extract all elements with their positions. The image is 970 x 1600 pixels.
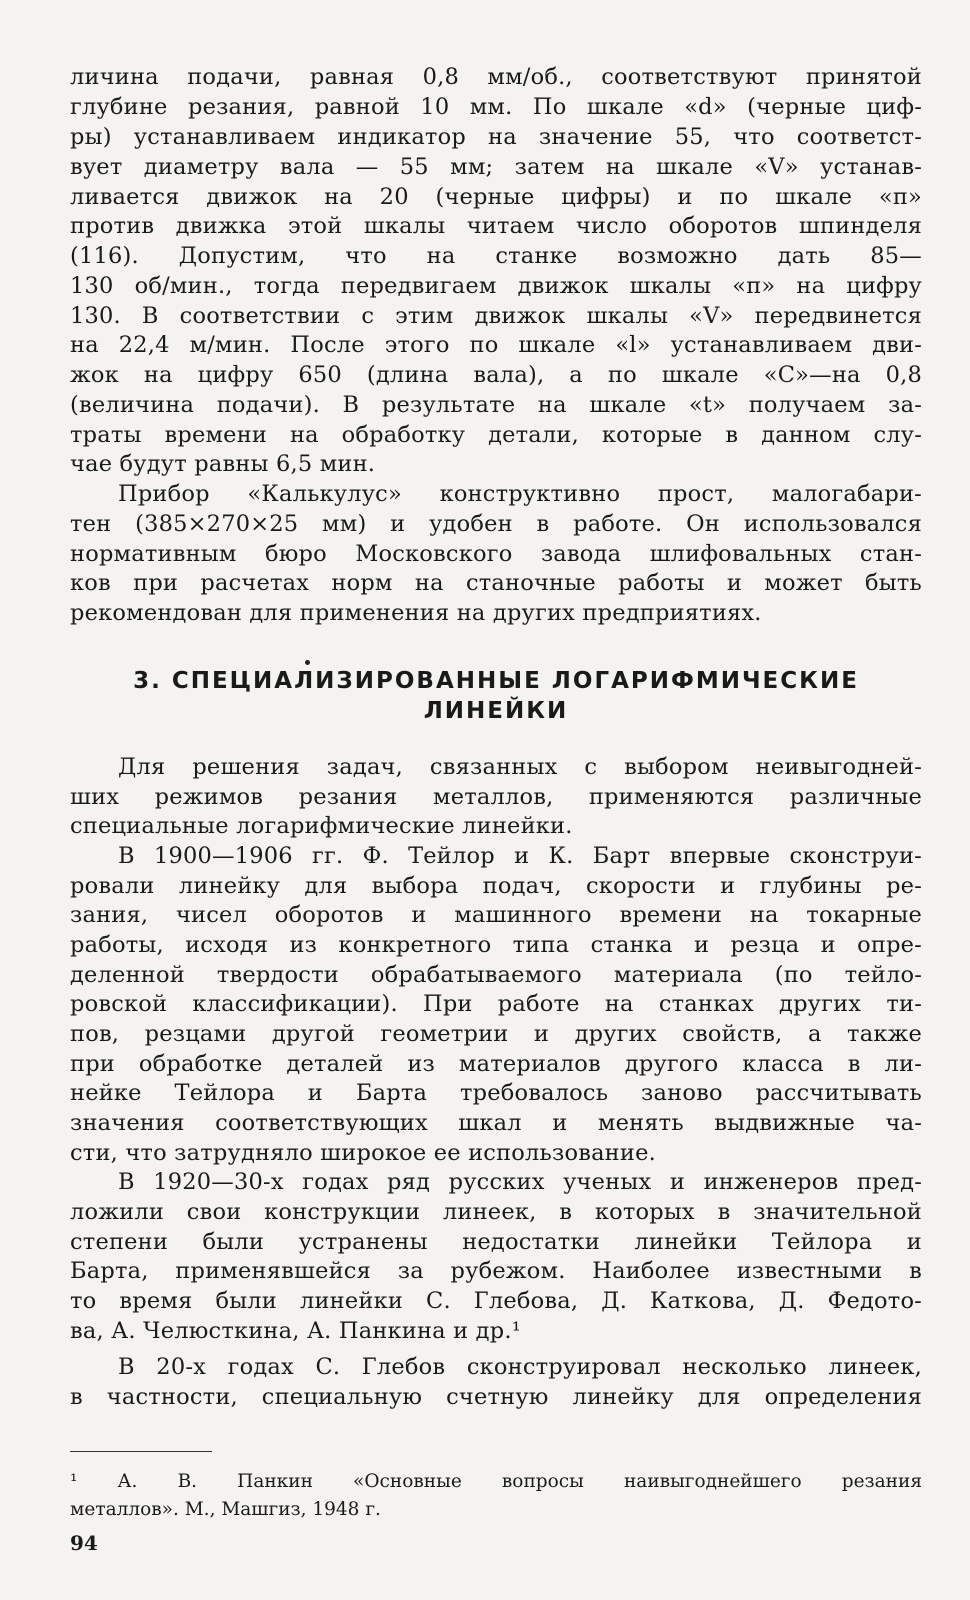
text-line: работы, исходя из конкретного типа станка и резца и опре- [70, 932, 922, 958]
text-line: нейке Тейлора и Барта требовалось заново рассчитывать [70, 1080, 922, 1106]
footnote-line1: ¹ А. В. Панкин «Основные вопросы наивыгоднейшего резания [70, 1471, 922, 1492]
text-line: то время были линейки С. Глебова, Д. Каткова, Д. Федото- [70, 1288, 922, 1314]
text-line: личина подачи, равная 0,8 мм/об., соответствуют принятой [70, 64, 922, 90]
text-line: (величина подачи). В результате на шкале «t» получаем за- [70, 392, 922, 418]
text-line: ложили свои конструкции линеек, в которых в значительной [70, 1199, 922, 1225]
ink-speck [305, 660, 310, 665]
text-line: тен (385×270×25 мм) и удобен в работе. Он использовался [70, 511, 922, 537]
text-line: рекомендован для применения на других предприятиях. [70, 600, 762, 626]
text-line: против движка этой шкалы читаем число оборотов шпинделя [70, 213, 922, 239]
text-line: В 1900—1906 гг. Ф. Тейлор и К. Барт впервые сконструи- [118, 843, 922, 869]
text-line: сти, что затрудняло широкое ее использование. [70, 1140, 656, 1166]
text-line: 130 об/мин., тогда передвигаем движок шкалы «п» на цифру [70, 273, 922, 299]
text-line: специальные логарифмические линейки. [70, 813, 573, 839]
text-line: пов, резцами другой геометрии и других свойств, а также [70, 1021, 922, 1047]
page-number: 94 [70, 1531, 98, 1555]
text-line: Для решения задач, связанных с выбором неивыгодней- [118, 754, 922, 780]
text-line: степени были устранены недостатки линейки Тейлора и [70, 1229, 922, 1255]
text-line: глубине резания, равной 10 мм. По шкале «d» (черные циф- [70, 94, 922, 120]
text-line: В 1920—30-х годах ряд русских ученых и инженеров пред- [118, 1169, 922, 1195]
text-line: ровали линейку для выбора подач, скорости и глубины ре- [70, 873, 922, 899]
text-line: на 22,4 м/мин. После этого по шкале «l» устанавливаем дви- [70, 332, 922, 358]
footnote-line2: металлов». М., Машгиз, 1948 г. [70, 1499, 381, 1520]
text-line: деленной твердости обрабатываемого материала (по тейло- [70, 962, 922, 988]
text-line: при обработке деталей из материалов другого класса в ли- [70, 1051, 922, 1077]
text-line: в частности, специальную счетную линейку для определения [70, 1384, 922, 1410]
text-line: ков при расчетах норм на станочные работы и может быть [70, 570, 922, 596]
section-heading-line1: 3. СПЕЦИАЛИЗИРОВАННЫЕ ЛОГАРИФМИЧЕСКИЕ [133, 668, 859, 694]
text-line: вует диаметру вала — 55 мм; затем на шкале «V» устанав- [70, 154, 922, 180]
text-line: зания, чисел оборотов и машинного времени на токарные [70, 902, 922, 928]
text-line: 130. В соответствии с этим движок шкалы «V» передвинется [70, 303, 922, 329]
text-line: Прибор «Калькулус» конструктивно прост, малогабари- [118, 481, 922, 507]
text-line: ливается движок на 20 (черные цифры) и по шкале «п» [70, 184, 922, 210]
text-line: В 20-х годах С. Глебов сконструировал несколько линеек, [118, 1354, 922, 1380]
text-line: (116). Допустим, что на станке возможно дать 85— [70, 243, 922, 269]
text-line: траты времени на обработку детали, которые в данном слу- [70, 422, 922, 448]
text-line: ших режимов резания металлов, применяются различные [70, 784, 922, 810]
text-line: Барта, применявшейся за рубежом. Наиболее известными в [70, 1258, 922, 1284]
section-heading-line2: ЛИНЕЙКИ [423, 698, 569, 724]
text-line: нормативным бюро Московского завода шлифовальных стан- [70, 541, 922, 567]
text-line: ры) устанавливаем индикатор на значение 55, что соответст- [70, 124, 922, 150]
text-line: ва, А. Челюсткина, А. Панкина и др.¹ [70, 1318, 521, 1344]
text-line: чае будут равны 6,5 мин. [70, 451, 376, 477]
text-line: значения соответствующих шкал и менять выдвижные ча- [70, 1110, 922, 1136]
text-line: ровской классификации). При работе на станках других ти- [70, 991, 922, 1017]
text-line: жок на цифру 650 (длина вала), а по шкале «С»—на 0,8 [70, 362, 922, 388]
footnote-rule [70, 1451, 212, 1452]
